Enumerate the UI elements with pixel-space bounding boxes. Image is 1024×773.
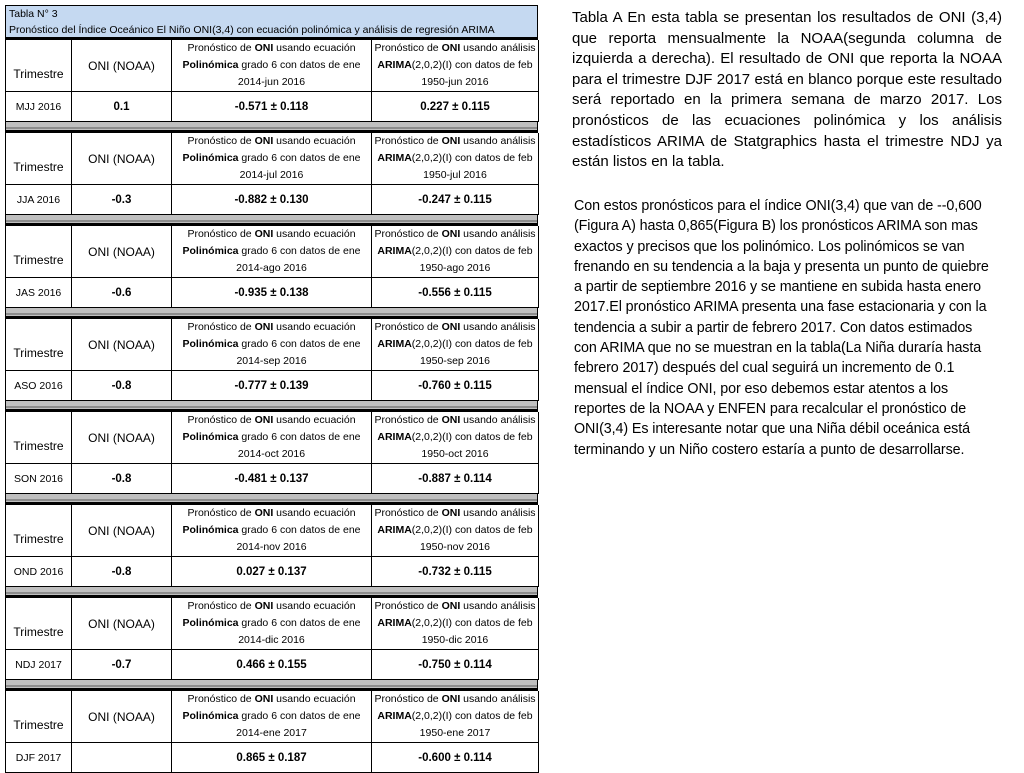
- header-trimestre: [6, 412, 72, 464]
- arima-method: ARIMA: [377, 710, 412, 722]
- poly-method: Polinómica: [182, 245, 239, 257]
- poly-period: 2014-jul 2016: [239, 169, 304, 181]
- header-trimestre-label: Trimestre: [13, 532, 64, 546]
- header-polynomial: [172, 133, 372, 185]
- arima-prefix: Pronóstico de: [374, 600, 442, 612]
- arima-suffix: (2,0,2)(I) con datos de feb 1950-: [411, 59, 533, 88]
- arima-suffix: (2,0,2)(I) con datos de feb 1950-: [411, 524, 533, 553]
- arima-mid: usando análisis: [460, 600, 536, 612]
- poly-suffix: grado 6 con datos de ene: [238, 710, 361, 722]
- value-row: [5, 371, 538, 401]
- table-block: [5, 596, 538, 680]
- poly-prefix: Pronóstico de: [187, 135, 255, 147]
- value-trimestre: JAS 2016: [6, 278, 72, 308]
- value-arima: -0.600 ± 0.114: [372, 743, 539, 773]
- header-oni: [72, 412, 172, 464]
- header-trimestre: [6, 226, 72, 278]
- arima-suffix: (2,0,2)(I) con datos de feb 1950-: [411, 245, 533, 274]
- poly-period: 2014-ene 2017: [236, 727, 307, 739]
- paragraph-analysis: Con estos pronósticos para el índice ONI(3,4) que van de --0,600 (Figura A) hasta 0,865(Figura B) los pronósticos ARIMA son mas exactos y precisos que los polinómico. Los polinómicos se van frenando en su tendencia a la baja y presenta un punto de quiebre a partir de septiembre 2016 y se mantiene en subida hasta enero 2017.El pronóstico ARIMA presenta una fase estacionaria y con la tendencia a subir a partir de febrero 2017. Con datos estimados con ARIMA que no se muestran en la tabla(La Niña duraría hasta febrero 2017) después del cual seguirá un incremento de 0.1 mensual el índice ONI, por eso debemos estar atentos a los reportes de la NOAA y ENFEN para recalcular el pronóstico de ONI(3,4) Es interesante notar que una Niña débil oceánica está terminando y un Niño costero estaría a punto de desarrollarse.: [574, 198, 989, 458]
- header-trimestre-label: Trimestre: [13, 625, 64, 639]
- header-oni-label: ONI (NOAA): [88, 430, 155, 445]
- arima-mid: usando análisis: [460, 414, 536, 426]
- arima-oni: ONI: [441, 507, 461, 519]
- header-trimestre-label: Trimestre: [13, 160, 64, 174]
- poly-prefix: Pronóstico de: [187, 507, 255, 519]
- value-arima: -0.750 ± 0.114: [372, 650, 539, 680]
- table-block: [5, 410, 538, 494]
- poly-method: Polinómica: [182, 524, 239, 536]
- value-trimestre: JJA 2016: [6, 185, 72, 215]
- arima-mid: usando análisis: [460, 135, 536, 147]
- value-oni: -0.8: [72, 371, 172, 401]
- paragraph-table-a: Tabla A En esta tabla se presentan los resultados de ONI (3,4) que reporta mensualmente la NOAA(segunda columna de izquierda a derecha). El resultado de ONI que reporta la NOAA para el trimestre DJF 2017 está en blanco porque este resultado será reportado en la primera semana de marzo 2017. Los pronósticos de las ecuaciones polinómica y los análisis estadísticos ARIMA de Statgraphics hasta el trimestre NDJ ya están listos en la tabla.: [572, 9, 1002, 171]
- header-arima: [372, 505, 539, 557]
- poly-prefix: Pronóstico de: [187, 228, 255, 240]
- arima-period: jun 2016: [448, 76, 489, 88]
- arima-suffix: (2,0,2)(I) con datos de feb 1950-: [411, 338, 533, 367]
- arima-method: ARIMA: [377, 524, 412, 536]
- poly-mid: usando ecuación: [273, 600, 356, 612]
- value-oni: -0.6: [72, 278, 172, 308]
- value-polynomial: 0.027 ± 0.137: [172, 557, 372, 587]
- table-title: Pronóstico del Índice Oceánico El Niño ONI(3,4) con ecuación polinómica y análisis de regresión ARIMA: [9, 24, 495, 36]
- header-oni-label: ONI (NOAA): [88, 151, 155, 166]
- value-row: [5, 278, 538, 308]
- poly-mid: usando ecuación: [273, 414, 356, 426]
- poly-oni: ONI: [254, 507, 274, 519]
- table-block: [5, 503, 538, 587]
- header-oni-label: ONI (NOAA): [88, 709, 155, 724]
- arima-oni: ONI: [441, 600, 461, 612]
- table-block: [5, 224, 538, 308]
- poly-period: 2014-ago 2016: [236, 262, 307, 274]
- arima-period: nov 2016: [446, 541, 491, 553]
- header-trimestre-label: Trimestre: [13, 253, 64, 267]
- value-arima: 0.227 ± 0.115: [372, 92, 539, 122]
- poly-suffix: grado 6 con datos de ene: [238, 338, 361, 350]
- block-separator: [5, 401, 538, 410]
- poly-mid: usando ecuación: [273, 321, 356, 333]
- poly-method: Polinómica: [182, 152, 239, 164]
- header-polynomial: [172, 319, 372, 371]
- value-arima: -0.247 ± 0.115: [372, 185, 539, 215]
- arima-method: ARIMA: [377, 338, 412, 350]
- arima-method: ARIMA: [377, 59, 412, 71]
- header-oni: [72, 505, 172, 557]
- header-oni: [72, 226, 172, 278]
- poly-oni: ONI: [254, 42, 274, 54]
- header-row: [5, 503, 538, 557]
- poly-period: 2014-sep 2016: [236, 355, 307, 367]
- poly-prefix: Pronóstico de: [187, 42, 255, 54]
- header-trimestre: [6, 505, 72, 557]
- header-trimestre-label: Trimestre: [13, 718, 64, 732]
- value-polynomial: 0.466 ± 0.155: [172, 650, 372, 680]
- block-separator: [5, 494, 538, 503]
- arima-prefix: Pronóstico de: [374, 42, 442, 54]
- poly-method: Polinómica: [182, 431, 239, 443]
- value-trimestre: OND 2016: [6, 557, 72, 587]
- header-trimestre: [6, 133, 72, 185]
- arima-mid: usando análisis: [460, 507, 536, 519]
- value-oni: -0.7: [72, 650, 172, 680]
- arima-mid: usando análisis: [460, 321, 536, 333]
- poly-period: 2014-dic 2016: [238, 634, 305, 646]
- value-polynomial: -0.882 ± 0.130: [172, 185, 372, 215]
- header-arima: [372, 598, 539, 650]
- header-polynomial: [172, 505, 372, 557]
- arima-prefix: Pronóstico de: [374, 228, 442, 240]
- header-polynomial: [172, 691, 372, 743]
- table-caption: [5, 5, 538, 38]
- poly-oni: ONI: [254, 414, 274, 426]
- header-trimestre-label: Trimestre: [13, 67, 64, 81]
- value-row: [5, 464, 538, 494]
- header-oni-label: ONI (NOAA): [88, 616, 155, 631]
- header-polynomial: [172, 412, 372, 464]
- arima-suffix: (2,0,2)(I) con datos de feb 1950-: [411, 617, 533, 646]
- header-arima: [372, 412, 539, 464]
- arima-oni: ONI: [441, 693, 461, 705]
- poly-suffix: grado 6 con datos de ene: [238, 431, 361, 443]
- header-oni: [72, 133, 172, 185]
- value-trimestre: MJJ 2016: [6, 92, 72, 122]
- block-separator: [5, 587, 538, 596]
- poly-method: Polinómica: [182, 710, 239, 722]
- value-oni: [72, 743, 172, 773]
- header-trimestre-label: Trimestre: [13, 439, 64, 453]
- value-row: [5, 650, 538, 680]
- poly-oni: ONI: [254, 135, 274, 147]
- header-polynomial: [172, 40, 372, 92]
- header-oni: [72, 691, 172, 743]
- header-polynomial: [172, 226, 372, 278]
- value-polynomial: -0.935 ± 0.138: [172, 278, 372, 308]
- arima-mid: usando análisis: [460, 228, 536, 240]
- value-oni: -0.8: [72, 557, 172, 587]
- poly-mid: usando ecuación: [273, 228, 356, 240]
- poly-period: 2014-jun 2016: [237, 76, 306, 88]
- poly-prefix: Pronóstico de: [187, 414, 255, 426]
- header-oni-label: ONI (NOAA): [88, 244, 155, 259]
- value-arima: -0.760 ± 0.115: [372, 371, 539, 401]
- poly-suffix: grado 6 con datos de ene: [238, 524, 361, 536]
- value-polynomial: -0.481 ± 0.137: [172, 464, 372, 494]
- header-arima: [372, 691, 539, 743]
- header-arima: [372, 40, 539, 92]
- header-oni: [72, 40, 172, 92]
- arima-mid: usando análisis: [460, 693, 536, 705]
- poly-suffix: grado 6 con datos de ene: [238, 59, 361, 71]
- header-oni-label: ONI (NOAA): [88, 58, 155, 73]
- poly-oni: ONI: [254, 321, 274, 333]
- header-polynomial: [172, 598, 372, 650]
- value-trimestre: DJF 2017: [6, 743, 72, 773]
- arima-suffix: (2,0,2)(I) con datos de feb 1950-: [411, 710, 533, 739]
- poly-oni: ONI: [254, 228, 274, 240]
- arima-prefix: Pronóstico de: [374, 507, 442, 519]
- arima-period: ene 2017: [446, 727, 491, 739]
- table-block: [5, 38, 538, 122]
- arima-oni: ONI: [441, 42, 461, 54]
- poly-suffix: grado 6 con datos de ene: [238, 152, 361, 164]
- block-separator: [5, 308, 538, 317]
- header-row: [5, 410, 538, 464]
- arima-period: ago 2016: [446, 262, 491, 274]
- arima-method: ARIMA: [377, 245, 412, 257]
- value-trimestre: SON 2016: [6, 464, 72, 494]
- header-trimestre: [6, 319, 72, 371]
- arima-prefix: Pronóstico de: [374, 693, 442, 705]
- value-polynomial: -0.571 ± 0.118: [172, 92, 372, 122]
- header-trimestre-label: Trimestre: [13, 346, 64, 360]
- value-arima: -0.556 ± 0.115: [372, 278, 539, 308]
- block-separator: [5, 215, 538, 224]
- arima-method: ARIMA: [377, 152, 412, 164]
- value-polynomial: 0.865 ± 0.187: [172, 743, 372, 773]
- poly-prefix: Pronóstico de: [187, 693, 255, 705]
- header-oni-label: ONI (NOAA): [88, 337, 155, 352]
- table-block: [5, 131, 538, 215]
- poly-mid: usando ecuación: [273, 693, 356, 705]
- table-block: [5, 317, 538, 401]
- value-row: [5, 557, 538, 587]
- header-trimestre: [6, 40, 72, 92]
- poly-method: Polinómica: [182, 59, 239, 71]
- poly-suffix: grado 6 con datos de ene: [238, 617, 361, 629]
- arima-suffix: (2,0,2)(I) con datos de feb 1950-: [411, 152, 533, 181]
- poly-method: Polinómica: [182, 617, 239, 629]
- header-arima: [372, 133, 539, 185]
- arima-method: ARIMA: [377, 431, 412, 443]
- value-row: [5, 92, 538, 122]
- header-arima: [372, 226, 539, 278]
- header-oni-label: ONI (NOAA): [88, 523, 155, 538]
- header-row: [5, 317, 538, 371]
- arima-prefix: Pronóstico de: [374, 321, 442, 333]
- table-number: Tabla N° 3: [9, 8, 58, 20]
- poly-mid: usando ecuación: [273, 507, 356, 519]
- block-separator: [5, 680, 538, 689]
- block-separator: [5, 122, 538, 131]
- header-oni: [72, 319, 172, 371]
- value-oni: -0.8: [72, 464, 172, 494]
- arima-period: sep 2016: [446, 355, 491, 367]
- arima-mid: usando análisis: [460, 42, 536, 54]
- value-trimestre: ASO 2016: [6, 371, 72, 401]
- poly-oni: ONI: [254, 600, 274, 612]
- header-oni: [72, 598, 172, 650]
- value-trimestre: NDJ 2017: [6, 650, 72, 680]
- poly-period: 2014-oct 2016: [237, 448, 306, 460]
- arima-period: oct 2016: [448, 448, 489, 460]
- value-oni: -0.3: [72, 185, 172, 215]
- header-trimestre: [6, 691, 72, 743]
- header-row: [5, 38, 538, 92]
- value-oni: 0.1: [72, 92, 172, 122]
- poly-oni: ONI: [254, 693, 274, 705]
- table-body: [5, 38, 538, 773]
- forecast-table: [5, 5, 538, 773]
- arima-period: jul 2016: [450, 169, 487, 181]
- poly-period: 2014-nov 2016: [236, 541, 307, 553]
- value-polynomial: -0.777 ± 0.139: [172, 371, 372, 401]
- header-arima: [372, 319, 539, 371]
- arima-period: dic 2016: [448, 634, 489, 646]
- arima-oni: ONI: [441, 414, 461, 426]
- value-row: [5, 185, 538, 215]
- value-arima: -0.732 ± 0.115: [372, 557, 539, 587]
- poly-mid: usando ecuación: [273, 135, 356, 147]
- value-arima: -0.887 ± 0.114: [372, 464, 539, 494]
- poly-mid: usando ecuación: [273, 42, 356, 54]
- header-row: [5, 224, 538, 278]
- header-row: [5, 131, 538, 185]
- table-block: [5, 689, 538, 773]
- arima-oni: ONI: [441, 228, 461, 240]
- poly-method: Polinómica: [182, 338, 239, 350]
- header-trimestre: [6, 598, 72, 650]
- poly-prefix: Pronóstico de: [187, 600, 255, 612]
- value-row: [5, 743, 538, 773]
- header-row: [5, 689, 538, 743]
- header-row: [5, 596, 538, 650]
- arima-prefix: Pronóstico de: [374, 135, 442, 147]
- arima-prefix: Pronóstico de: [374, 414, 442, 426]
- arima-oni: ONI: [441, 321, 461, 333]
- arima-method: ARIMA: [377, 617, 412, 629]
- arima-oni: ONI: [441, 135, 461, 147]
- poly-suffix: grado 6 con datos de ene: [238, 245, 361, 257]
- arima-suffix: (2,0,2)(I) con datos de feb 1950-: [411, 431, 533, 460]
- poly-prefix: Pronóstico de: [187, 321, 255, 333]
